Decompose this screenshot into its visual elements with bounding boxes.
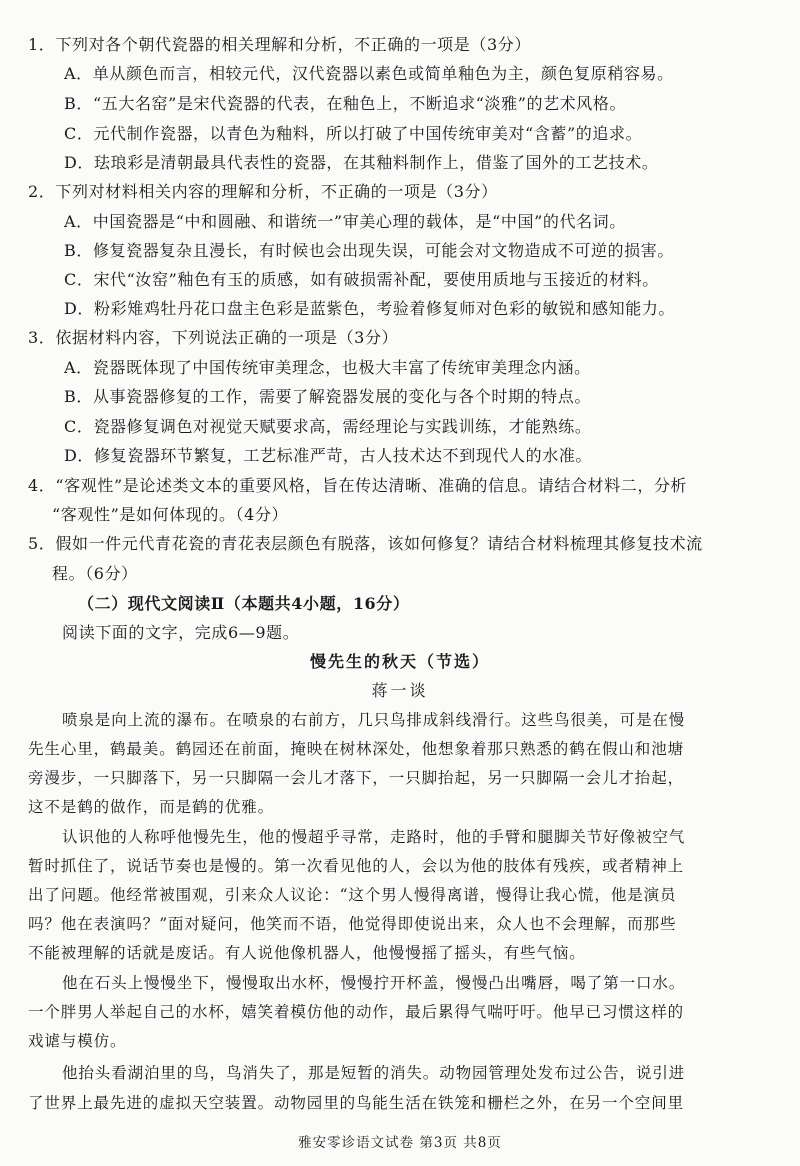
question-5-line-2: 程。（6分） [52, 564, 138, 583]
question-1-option-d: D．珐琅彩是清朝最具代表性的瓷器，在其釉料制作上，借鉴了国外的工艺技术。 [64, 153, 659, 172]
question-2-option-b: B．修复瓷器复杂且漫长，有时候也会出现失误，可能会对文物造成不可逆的损害。 [64, 241, 674, 260]
passage-author: 蒋一谈 [371, 681, 429, 700]
question-1-option-b: B．“五大名窑”是宋代瓷器的代表，在釉色上，不断追求“淡雅”的艺术风格。 [64, 94, 627, 113]
passage-paragraph-line: 先生心里，鹤最美。鹤园还在前面，掩映在树林深处，他想象着那只熟悉的鹤在假山和池塘 [28, 740, 685, 758]
question-2-stem: 2．下列对材料相关内容的理解和分析，不正确的一项是（3分） [28, 182, 498, 201]
question-3-option-c: C．瓷器修复调色对视觉天赋要求高，需经理论与实践训练，才能熟练。 [64, 417, 592, 436]
page-footer: 雅安零诊语文试卷 第3页 共8页 [298, 1135, 502, 1151]
section-heading: （二）现代文阅读Ⅱ（本题共4小题，16分） [78, 594, 410, 613]
question-5-line-1: 5．假如一件元代青花瓷的青花表层颜色有脱落，该如何修复？请结合材料梳理其修复技术流 [28, 534, 703, 553]
passage-paragraph-line: 了世界上最先进的虚拟天空装置。动物园里的鸟能生活在铁笼和栅栏之外，在另一个空间里 [28, 1094, 685, 1112]
question-4-line-1: 4．“客观性”是论述类文本的重要风格，旨在传达清晰、准确的信息。请结合材料二，分析 [28, 476, 688, 495]
passage-paragraph-line: 这不是鹤的做作，而是鹤的优雅。 [28, 798, 275, 816]
question-1-stem: 1．下列对各个朝代瓷器的相关理解和分析，不正确的一项是（3分） [28, 35, 531, 54]
question-1-option-c: C．元代制作瓷器，以青色为釉料，所以打破了中国传统审美对“含蓄”的追求。 [64, 124, 643, 143]
section-instruction: 阅读下面的文字，完成6—9题。 [62, 623, 300, 642]
passage-paragraph-line: 出了问题。他经常被围观，引来众人议论：“这个男人慢得离谱，慢得让我心慌，他是演员 [28, 886, 677, 904]
question-2-option-a: A．中国瓷器是“中和圆融、和谐统一”审美心理的载体，是“中国”的代名词。 [64, 212, 626, 231]
question-3-option-d: D．修复瓷器环节繁复，工艺标准严苛，古人技术达不到现代人的水准。 [64, 446, 593, 465]
passage-paragraph-line: 认识他的人称呼他慢先生，他的慢超乎寻常，走路时，他的手臂和腿脚关节好像被空气 [62, 828, 686, 846]
passage-paragraph-line: 他在石头上慢慢坐下，慢慢取出水杯，慢慢拧开杯盖，慢慢凸出嘴唇，喝了第一口水。 [62, 974, 686, 992]
question-3-stem: 3．依据材料内容，下列说法正确的一项是（3分） [28, 328, 399, 347]
question-3-option-b: B．从事瓷器修复的工作，需要了解瓷器发展的变化与各个时期的特点。 [64, 387, 591, 406]
passage-paragraph-line: 喷泉是向上流的瀑布。在喷泉的右前方，几只鸟排成斜线滑行。这些鸟很美，可是在慢 [62, 711, 686, 729]
question-3-option-a: A．瓷器既体现了中国传统审美理念，也极大丰富了传统审美理念内涵。 [64, 358, 591, 377]
passage-paragraph-line: 暂时抓住了，说话节奏也是慢的。第一次看见他的人，会以为他的肢体有残疾，或者精神上 [28, 857, 685, 875]
question-1-option-a: A．单从颜色而言，相较元代，汉代瓷器以素色或简单釉色为主，颜色复原稍容易。 [64, 64, 674, 83]
passage-paragraph-line: 他抬头看湖泊里的鸟，鸟消失了，那是短暂的消失。动物园管理处发布过公告，说引进 [62, 1064, 686, 1082]
question-2-option-c: C．宋代“汝窑”釉色有玉的质感，如有破损需补配，要使用质地与玉接近的材料。 [64, 270, 659, 289]
question-2-option-d: D．粉彩雉鸡牡丹花口盘主色彩是蓝紫色，考验着修复师对色彩的敏锐和感知能力。 [64, 299, 676, 318]
passage-paragraph-line: 旁漫步，一只脚落下，另一只脚隔一会儿才落下，一只脚抬起，另一只脚隔一会儿才抬起， [28, 769, 685, 787]
passage-paragraph-line: 吗？他在表演吗？”面对疑问，他笑而不语，他觉得即使说出来，众人也不会理解，而那些 [28, 915, 677, 933]
passage-paragraph-line: 一个胖男人举起自己的水杯，嬉笑着模仿他的动作，最后累得气喘吁吁。他早已习惯这样的 [28, 1003, 685, 1021]
passage-title: 慢先生的秋天（节选） [309, 652, 490, 671]
question-4-line-2: “客观性”是如何体现的。（4分） [52, 505, 289, 524]
passage-paragraph-line: 戏谑与模仿。 [28, 1032, 127, 1050]
passage-paragraph-line: 不能被理解的话就是废话。有人说他像机器人，他慢慢摇了摇头，有些气恼。 [28, 944, 586, 962]
